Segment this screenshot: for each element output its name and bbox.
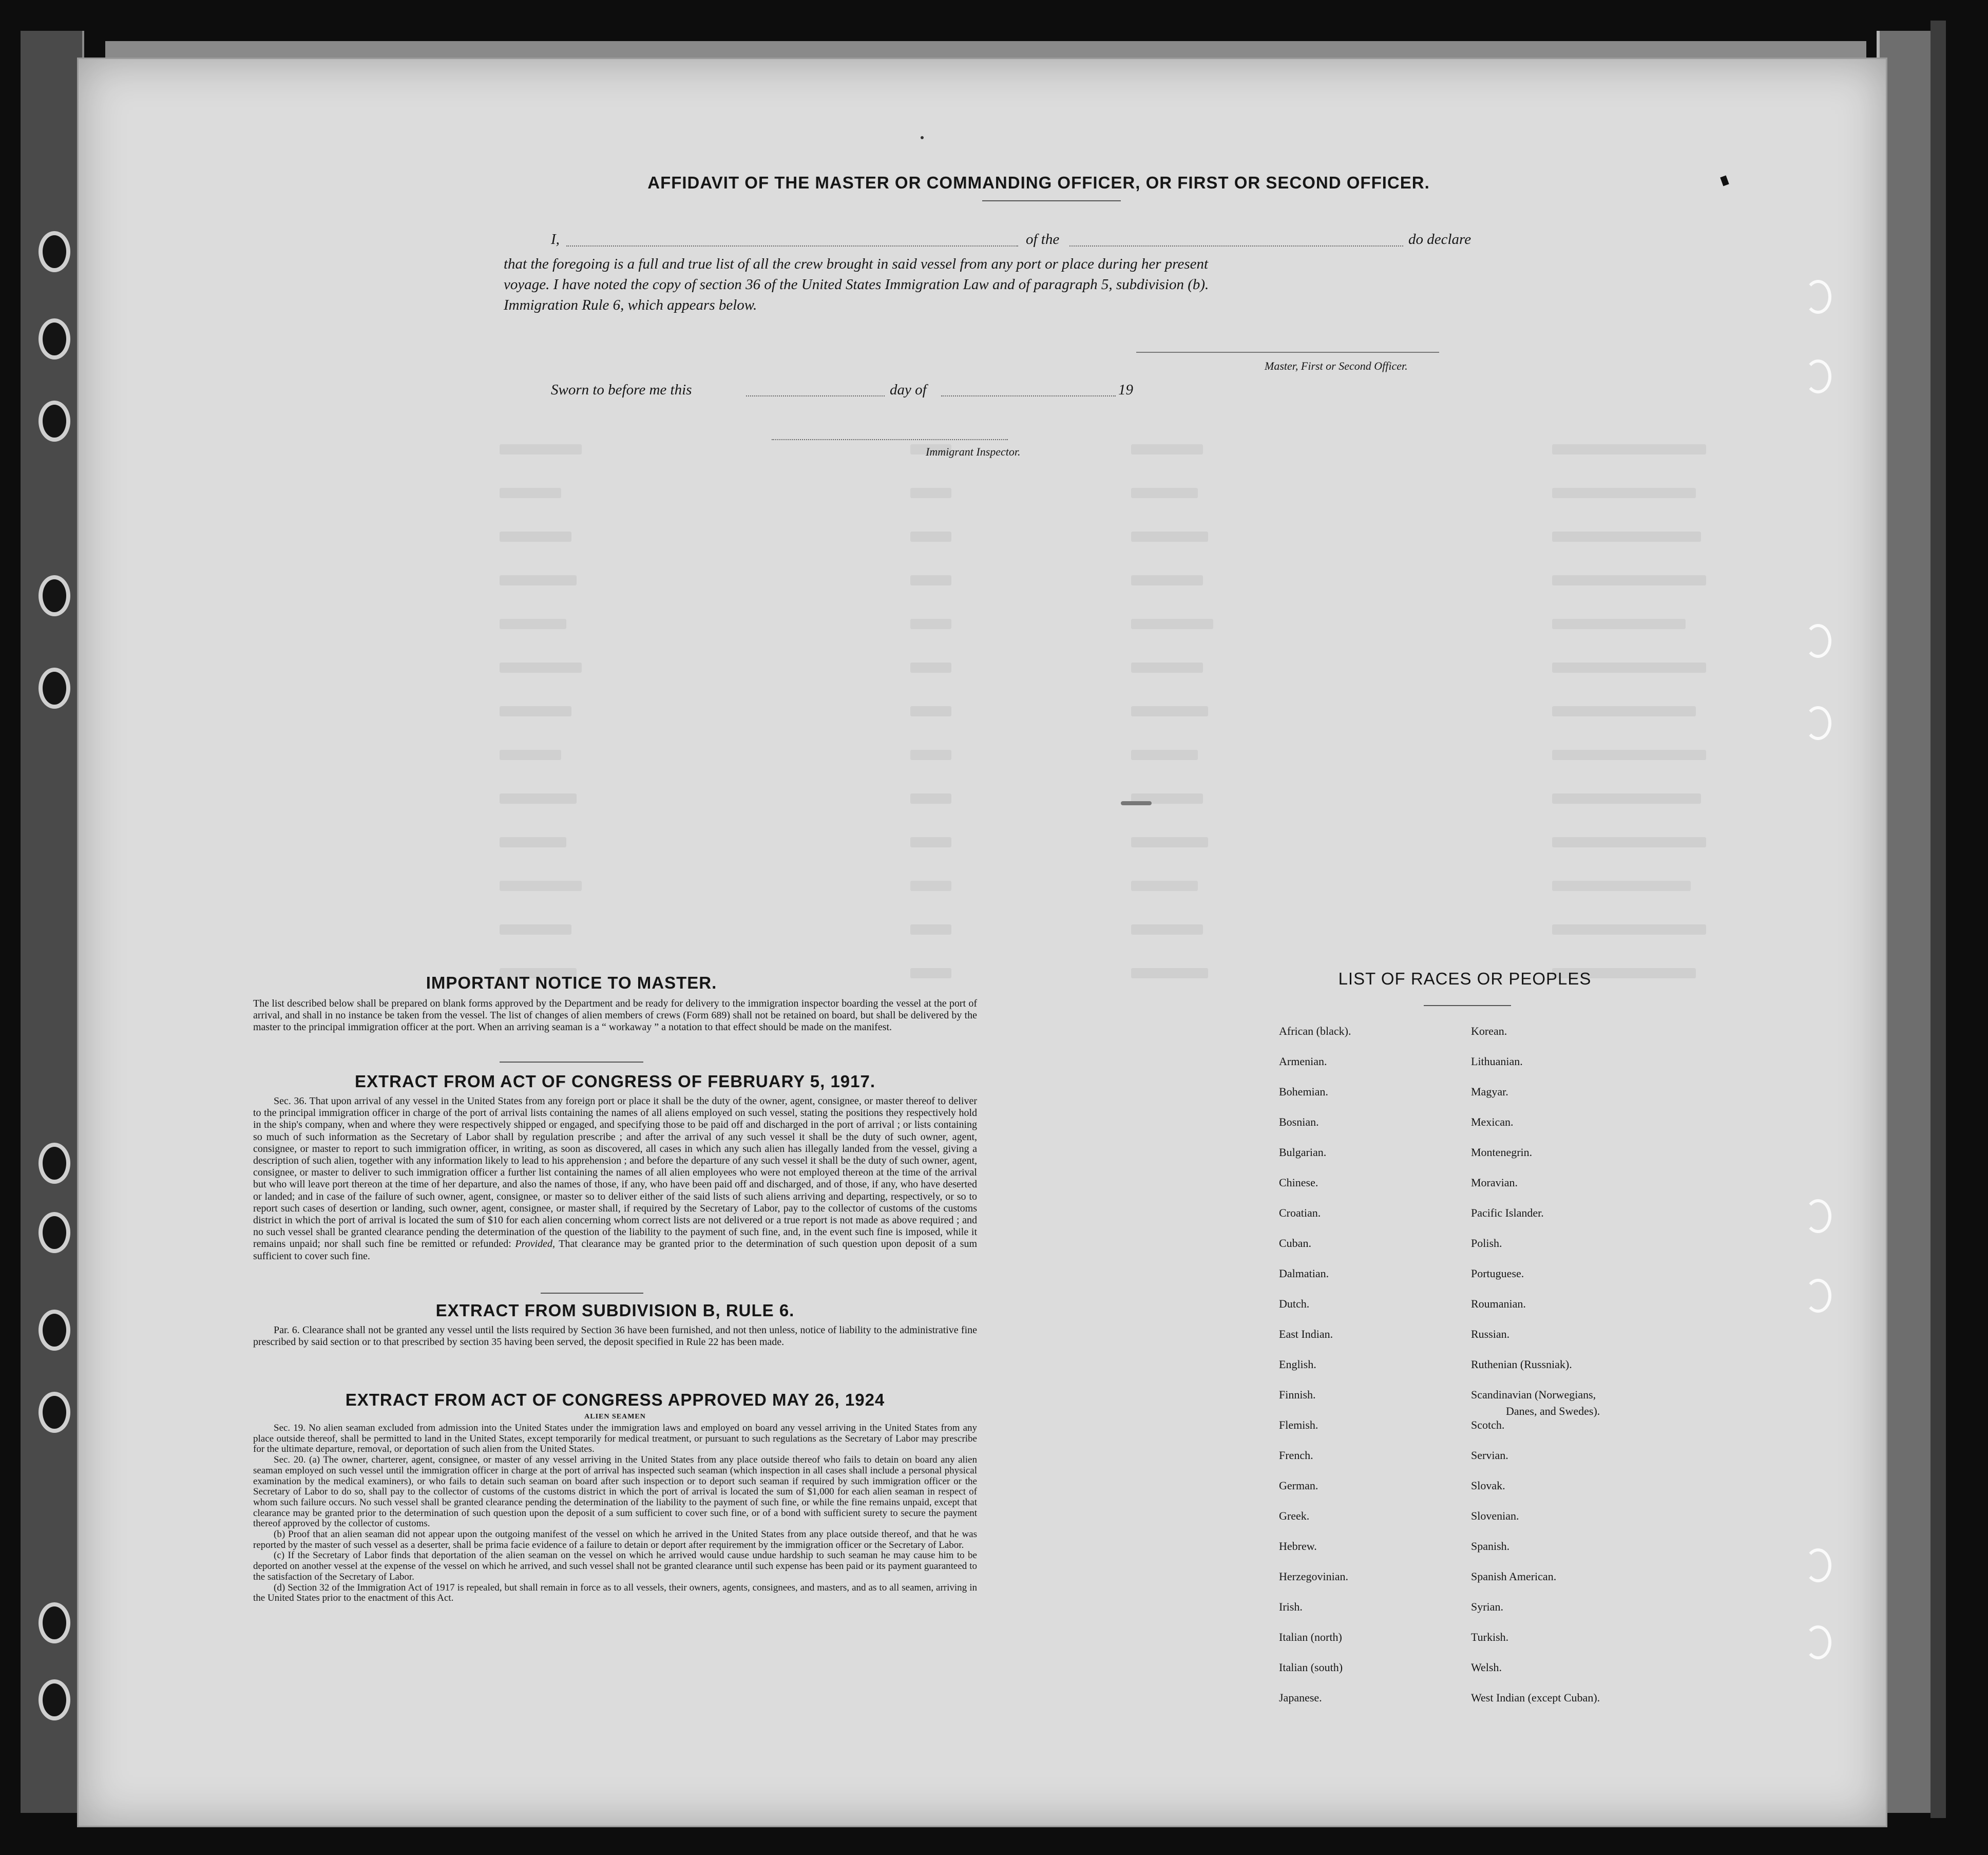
race-left-6: Croatian. [1279,1206,1321,1219]
race-right-22: West Indian (except Cuban). [1471,1691,1600,1704]
race-right-17: Spanish. [1471,1540,1510,1553]
race-right-9: Roumanian. [1471,1297,1526,1310]
rule6-body: Par. 6. Clearance shall not be granted any vessel until the lists required by Section 36 have been furnished, and not then unless, notice of liability to the administrative fine prescribed by said section or to that prescribed by section 35 having been served, the deposit specified in Rule 22 has been made. [253,1324,977,1348]
race-left-2: Bohemian. [1279,1085,1328,1098]
races-title: LIST OF RACES OR PEOPLES [1338,969,1592,988]
rule6-title: EXTRACT FROM SUBDIVISION B, RULE 6. [435,1301,795,1320]
race-right-6: Pacific Islander. [1471,1206,1544,1219]
notice-rule [500,1062,643,1063]
race-right-3: Mexican. [1471,1115,1514,1128]
race-left-18: Herzegovinian. [1279,1570,1348,1583]
extract-1917-body [253,1095,977,1262]
binder-hole-left-4 [39,575,70,616]
binder-hole-left-3 [39,401,70,442]
race-right-0: Korean. [1471,1025,1507,1037]
extract-1924-subtitle: ALIEN SEAMEN [584,1413,646,1421]
race-left-21: Italian (south) [1279,1661,1343,1674]
race-left-10: East Indian. [1279,1328,1333,1340]
binder-hole-left-11 [39,1679,70,1720]
race-left-3: Bosnian. [1279,1115,1319,1128]
sworn-day-field[interactable] [746,395,885,396]
race-left-0: African (black). [1279,1025,1351,1037]
race-right-4: Montenegrin. [1471,1146,1533,1159]
inspector-label: Immigrant Inspector. [926,445,1021,458]
race-left-5: Chinese. [1279,1176,1318,1189]
race-right-1: Lithuanian. [1471,1055,1523,1068]
race-scandinavian-cont: Danes, and Swedes). [1506,1405,1600,1417]
affidavit-line-1: that the foregoing is a full and true list of all the crew brought in said vessel from any port or place during her present [504,256,1209,272]
master-name-field[interactable] [566,245,1018,247]
extract-1917-text: That upon arrival of any vessel in the United States from any foreign port or place it shall be the duty of the owner, agent, consignee, or master thereof to deliver to the principal immigration officer in charge of the port of arrival lists containing the names of all aliens employed on such vessel, stating the positions they respectively hold in the ship's company, when and where they were respectively shipped or engaged, and specifying those to be paid off and discharged in the port of arrival ; or lists containing so much of such information as the Secretary of Labor shall by regulation prescribe ; and after the arrival of any such vessel it shall be the duty of such owner, agent, consignee, or master to report to such immigration officer, in writing, as soon as discovered, all cases in which any such alien has illegally landed from the vessel, giving a description of such alien, together with any information likely to lead to his apprehension ; and before the departure of any such vessel it shall be the duty of such owner, agent, consignee, or master to deliver to such immigration officer a further list containing the names of all alien employees who were not employed thereon at the time of the arrival but who will leave port thereon at the time of her departure, and also the names of those, if any, who have been paid off and discharged, and of those, if any, who have deserted or landed; and in case of the failure of such owner, agent, consignee, or master so to deliver either of the said lists of such aliens arriving and departing, respectively, or so to report such cases of desertion or landing, such owner, agent, consignee, or master shall, if required by the Secretary of Labor, pay to the collector of customs of the customs district in which the port of arrival is located the sum of $10 for each alien concerning whom correct lists are not delivered or a true report is not made as above required ; and no such vessel shall be granted clearance pending the determination of the question of the liability to the payment of such fine, and, in the event such fine is imposed, while it remains unpaid; nor shall such fine be remitted or refunded: [253,1095,978,1250]
affidavit-title: AFFIDAVIT OF THE MASTER OR COMMANDING OFFICER, OR FIRST OR SECOND OFFICER. [647,173,1430,192]
race-left-1: Armenian. [1279,1055,1327,1068]
race-left-19: Irish. [1279,1600,1303,1613]
sworn-label: Sworn to before me this [551,382,692,398]
back-sheet-3 [1930,21,1946,1818]
affidavit-i-label: I, [551,231,560,248]
race-right-19: Syrian. [1471,1600,1503,1613]
extract-1924-sec20b: (b) Proof that an alien seaman did not appear upon the outgoing manifest of the vessel on which he arrived in the United States from any place outside thereof, and that he was reported by the master of such vessel as a deserter, shall be prima facie evidence of a failure to detain or deport after requirement by the immigration officer or the Secretary of Labor. [253,1529,977,1550]
race-left-9: Dutch. [1279,1297,1310,1310]
race-left-13: Flemish. [1279,1418,1318,1431]
race-left-8: Dalmatian. [1279,1267,1329,1280]
master-signature-line[interactable] [1136,352,1439,353]
affidavit-title-rule [982,200,1121,201]
race-right-8: Portuguese. [1471,1267,1524,1280]
binder-hole-left-8 [39,1310,70,1351]
extract-1917-title: EXTRACT FROM ACT OF CONGRESS OF FEBRUARY 5, 1917. [354,1072,876,1091]
binder-hole-left-1 [39,231,70,272]
race-right-15: Slovak. [1471,1479,1505,1492]
year-label: 19 [1118,382,1133,398]
race-right-12: Scandinavian (Norwegians, [1471,1388,1596,1401]
race-right-11: Ruthenian (Russniak). [1471,1358,1572,1371]
race-right-21: Welsh. [1471,1661,1502,1674]
extract-1917-sec-label: Sec. 36. [274,1095,307,1107]
race-left-7: Cuban. [1279,1237,1311,1250]
extract-1924-sec20c: (c) If the Secretary of Labor finds that deportation of the alien seaman on the vessel on which he arrived would cause undue hardship to such seaman he may cause him to be deported on another vessel at the expense of the vessel on which he arrived, and such vessel shall not be granted clearance until such expense has been paid or its payment guaranteed to the satisfaction of the Secretary of Labor. [253,1550,977,1582]
race-left-17: Hebrew. [1279,1540,1317,1553]
race-left-14: French. [1279,1449,1313,1462]
affidavit-line-3: Immigration Rule 6, which appears below. [504,297,757,313]
binder-hole-left-5 [39,668,70,709]
race-right-20: Turkish. [1471,1631,1509,1643]
extract-1924-sec20d: (d) Section 32 of the Immigration Act of 1917 is repealed, but shall remain in force as to all vessels, their owners, agents, consignees, and masters, and as to all seamen, arriving in the United States prior to the enactment of this Act. [253,1582,977,1604]
binder-hole-right-1 [1805,280,1831,314]
race-right-5: Moravian. [1471,1176,1518,1189]
extract-1924-body [253,1423,977,1604]
notice-title: IMPORTANT NOTICE TO MASTER. [426,973,717,992]
binder-hole-left-7 [39,1212,70,1253]
extract-1924-title: EXTRACT FROM ACT OF CONGRESS APPROVED MAY 26, 1924 [345,1390,885,1409]
affidavit-do-declare-label: do declare [1408,231,1471,248]
day-of-label: day of [890,382,927,398]
binder-hole-left-10 [39,1602,70,1643]
binder-hole-right-2 [1805,359,1831,393]
extract-1917-text-end: That clearance may be granted prior to the determination of such question upon deposit of a sum sufficient to cover such fine. [253,1238,978,1262]
binder-hole-right-3 [1805,624,1831,658]
race-left-15: German. [1279,1479,1318,1492]
master-signature-label: Master, First or Second Officer. [1265,359,1408,372]
race-right-14: Servian. [1471,1449,1508,1462]
race-right-10: Russian. [1471,1328,1510,1340]
race-right-7: Polish. [1471,1237,1502,1250]
race-right-13: Scotch. [1471,1418,1505,1431]
race-right-2: Magyar. [1471,1085,1508,1098]
vessel-name-field[interactable] [1069,245,1403,247]
extract-1917-rule [541,1293,643,1294]
extract-1924-sec20a: Sec. 20. (a) The owner, charterer, agent, consignee, or master of any vessel arriving in the United States from any place outside thereof who fails to detain on board any alien seaman employed on such vessel until the immigration officer in charge at the port of arrival has inspected such seaman (which inspection in all cases shall include a personal physical examination by the medical examiners), or who fails to detain such seaman on board after such inspection or to deport such seaman if required by such immigration officer or the Secretary of Labor to do so, shall pay to the collector of customs of the customs district in which the port of arrival is located the sum of $1,000 for each alien seaman in respect of whom such failure occurs. No such vessel shall be granted clearance pending the determination of the liability to the payment of such fine, or while the fine remains unpaid, except that clearance may be granted prior to the determination of such question upon the deposit of a sum sufficient to cover such fine, or of a bond with sufficient surety to secure the payment thereof approved by the collector of customs. [253,1454,977,1529]
back-sheet-4 [21,31,84,1813]
affidavit-of-the-label: of the [1026,231,1060,248]
binder-hole-right-4 [1805,706,1831,740]
sworn-month-field[interactable] [941,395,1116,396]
binder-hole-right-7 [1805,1548,1831,1582]
race-right-18: Spanish American. [1471,1570,1557,1583]
manifest-page [77,58,1887,1827]
extract-1924-sec19: Sec. 19. No alien seaman excluded from admission into the United States under the immigration laws and employed on board any vessel arriving in the United States from any place outside thereof, shall be permitted to land in the United States, except temporarily for medical treatment, or pursuant to such regulations as the Secretary of Labor may prescribe for the ultimate departure, removal, or deportation of such alien from the United States. [253,1423,977,1455]
binder-hole-right-8 [1805,1625,1831,1659]
race-left-16: Greek. [1279,1509,1310,1522]
affidavit-line-2: voyage. I have noted the copy of section 36 of the United States Immigration Law and of paragraph 5, subdivision (b). [504,276,1209,293]
race-left-4: Bulgarian. [1279,1146,1327,1159]
binder-hole-left-6 [39,1143,70,1184]
race-left-11: English. [1279,1358,1316,1371]
scan-speck-2 [1121,801,1152,805]
scan-speck-1 [921,136,924,139]
race-left-22: Japanese. [1279,1691,1322,1704]
binder-hole-right-5 [1805,1199,1831,1233]
notice-body: The list described below shall be prepared on blank forms approved by the Department and be ready for delivery to the immigration inspector boarding the vessel at the port of arrival, and shall in no instance be taken from the vessel. The list of changes of alien members of crews (Form 689) shall not be retained on board, but shall be delivered by the master to the principal immigration officer at the port. When an arriving seaman is a “ workaway ” a notation to that effect should be made on the manifest. [253,998,977,1033]
race-left-20: Italian (north) [1279,1631,1342,1643]
race-left-12: Finnish. [1279,1388,1316,1401]
races-rule [1424,1005,1511,1006]
extract-1917-provided: Provided, [515,1238,555,1250]
inspector-signature-line[interactable] [772,439,1008,440]
binder-hole-left-9 [39,1392,70,1433]
race-right-16: Slovenian. [1471,1509,1519,1522]
binder-hole-right-6 [1805,1279,1831,1313]
binder-hole-left-2 [39,318,70,359]
